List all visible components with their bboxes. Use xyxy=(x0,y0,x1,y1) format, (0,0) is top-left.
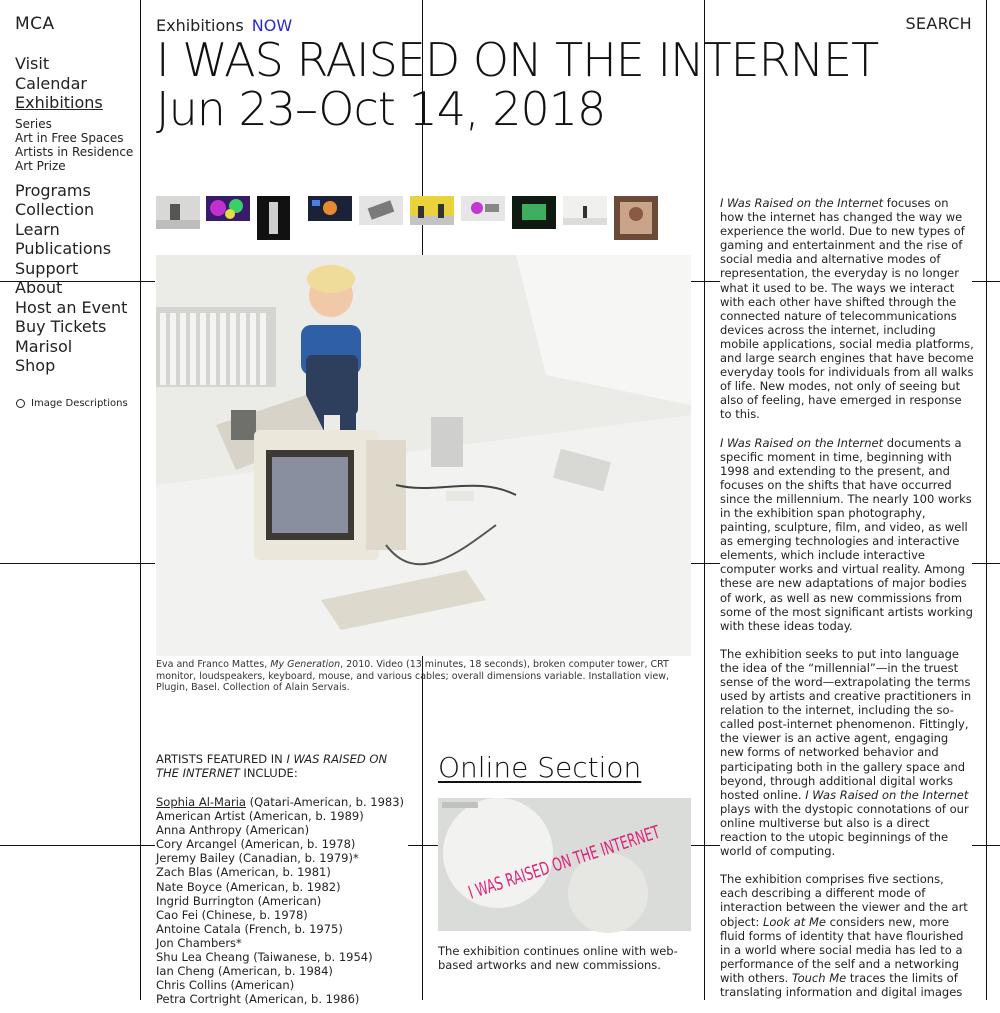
grid-line xyxy=(972,563,1000,564)
online-section-link[interactable]: Online Section xyxy=(438,751,642,784)
list-item: Petra Cortright (American, b. 1986) xyxy=(156,992,360,1007)
paragraph-text: The exhibition comprises five sections, each describing a different mode of interaction between the viewer and the art object: xyxy=(720,872,968,929)
paragraph xyxy=(720,196,975,422)
list-item: Anna Anthropy (American) xyxy=(156,823,310,838)
breadcrumb-now[interactable]: NOW xyxy=(251,16,293,35)
nav-calendar[interactable]: Calendar xyxy=(15,73,87,93)
list-item: Shu Lea Cheang (Taiwanese, b. 1954) xyxy=(156,950,373,965)
online-image-text: I WAS RAISED ON THE INTERNET xyxy=(465,792,752,904)
thumbnail-1[interactable] xyxy=(156,196,200,229)
nav-host-an-event[interactable]: Host an Event xyxy=(15,297,128,317)
paragraph-text: The exhibition seeks to put into language the idea of the “millennial”—in the truest sense of the word—extrapolating the terms used by artists and creative practitioners in relation to the internet, including the so-called post-internet phenomenon. Fittingly, the viewer is an active agent, engaging new forms of networked behavior and participating both in the gallery space and beyond, through additional digital works hosted online. xyxy=(720,646,972,802)
exhibition-description xyxy=(720,196,975,1013)
search-button[interactable]: SEARCH xyxy=(905,14,972,33)
grid-line xyxy=(0,563,155,564)
image-descriptions-toggle[interactable] xyxy=(16,398,128,409)
nav-programs[interactable]: Programs xyxy=(15,180,91,200)
thumbnail-5[interactable] xyxy=(359,196,403,225)
nav-about[interactable]: About xyxy=(15,278,63,297)
paragraph xyxy=(720,872,975,999)
paragraph-text: focuses on how the internet has changed the way we experience the world. Due to new types of gaming and entertainment and the rise of social media and alternative modes of representation, the everyday is no longer what it used to be. The ways we interact with each other have shifted through the connected nature of telecommunications devices across the internet, including mobile applications, social media platforms, and large search engines that have become everyday tools for individuals from all walks of life. New modes, not only of seeing but also of feeling, have emerged in response to this. xyxy=(720,196,974,422)
artists-list xyxy=(156,795,404,1006)
caption-work: My Generation xyxy=(270,659,341,670)
artist-details: (Qatari-American, b. 1983) xyxy=(245,795,405,809)
page-title xyxy=(156,33,879,136)
list-item: Nate Boyce (American, b. 1982) xyxy=(156,879,341,894)
site-logo[interactable]: MCA xyxy=(15,14,55,34)
inline-title: I Was Raised on the Internet xyxy=(805,787,969,802)
grid-line xyxy=(0,845,155,846)
artists-heading-suffix: INCLUDE: xyxy=(239,766,298,780)
paragraph-text: traces the limits of translating information and digital images xyxy=(720,970,963,999)
nav-publications[interactable]: Publications xyxy=(15,239,112,258)
nav-support[interactable]: Support xyxy=(15,258,79,278)
grid-line xyxy=(690,845,720,846)
title-line-2: Jun 23–Oct 14, 2018 xyxy=(156,82,606,136)
list-item: Antoine Catala (French, b. 1975) xyxy=(156,921,343,936)
thumbnail-4[interactable] xyxy=(308,196,352,221)
grid-line xyxy=(408,845,438,846)
nav-visit[interactable]: Visit xyxy=(15,54,50,73)
title-line-1: I WAS RAISED ON THE INTERNET xyxy=(156,33,879,87)
thumbnail-2[interactable] xyxy=(206,196,250,221)
grid-line xyxy=(690,563,720,564)
thumbnail-9[interactable] xyxy=(563,196,607,225)
nav-marisol[interactable]: Marisol xyxy=(15,336,73,356)
side-nav xyxy=(15,54,140,376)
artists-heading-title: I WAS RAISED ON THE INTERNET xyxy=(156,752,388,780)
hero-caption xyxy=(156,659,691,694)
paragraph-text: considers new, more fluid forms of identity that have flourished in a world where social media has led to a performance of the self and a networking with others. xyxy=(720,914,964,985)
list-item: Cory Arcangel (American, b. 1978) xyxy=(156,837,356,852)
caption-details: , 2010. Video (13 minutes, 18 seconds), broken computer tower, CRT monitor, loudspeakers, keyboard, mouse, and various cables; overall dimensions variable. Installation view, Plugin, Basel. Collection of Alain Servais. xyxy=(156,659,670,693)
paragraph-text: plays with the dystopic connotations of our online multiverse but also is a direct reaction to the utopic beginnings of the world of computing. xyxy=(720,801,969,859)
image-descriptions-label: Image Descriptions xyxy=(31,398,128,409)
breadcrumb-exhibitions[interactable]: Exhibitions xyxy=(156,16,244,35)
grid-line xyxy=(704,0,705,1000)
list-item: Jeremy Bailey (Canadian, b. 1979)* xyxy=(156,851,359,866)
paragraph xyxy=(720,647,975,858)
inline-title: I Was Raised on the Internet xyxy=(720,196,884,210)
list-item: Ingrid Burrington (American) xyxy=(156,893,322,908)
nav-buy-tickets[interactable]: Buy Tickets xyxy=(15,317,107,336)
online-section-caption: The exhibition continues online with web-based artworks and new commissions. xyxy=(438,944,678,972)
artists-heading-prefix: ARTISTS FEATURED IN xyxy=(156,752,287,766)
grid-line xyxy=(140,0,141,1000)
paragraph xyxy=(720,436,975,633)
list-item: Jon Chambers* xyxy=(156,935,242,950)
list-item: Ian Cheng (American, b. 1984) xyxy=(156,964,333,979)
inline-title: Touch Me xyxy=(792,970,847,985)
nav-artists-in-residence[interactable]: Artists in Residence xyxy=(15,144,134,159)
caption-artist: Eva and Franco Mattes, xyxy=(156,659,271,670)
nav-series[interactable]: Series xyxy=(15,116,52,131)
hero-image[interactable] xyxy=(156,255,691,656)
thumbnail-7[interactable] xyxy=(461,196,505,221)
grid-line xyxy=(972,845,1000,846)
paragraph-text: documents a specific moment in time, beginning with 1998 and extending to the present, and focuses on the shifts that have occurred since the millennium. The nearly 100 works in the exhibition span photography, painting, sculpture, film, and video, as well as emerging technologies and interactive elements, which include interactive computer works and virtual reality. Among these are new adaptations of major bodies of work, as well as new commissions from some of the most significant artists working with these ideas today. xyxy=(720,435,973,633)
nav-art-prize[interactable]: Art Prize xyxy=(15,158,66,173)
list-item: Zach Blas (American, b. 1981) xyxy=(156,865,331,880)
nav-learn[interactable]: Learn xyxy=(15,219,60,239)
artists-heading xyxy=(156,752,411,780)
thumbnail-6[interactable] xyxy=(410,196,454,225)
grid-line xyxy=(690,281,720,282)
thumbnail-8[interactable] xyxy=(512,196,556,229)
inline-title: I Was Raised on the Internet xyxy=(720,435,884,450)
thumbnail-10[interactable] xyxy=(614,196,658,240)
nav-exhibitions[interactable]: Exhibitions xyxy=(15,93,103,112)
nav-collection[interactable]: Collection xyxy=(15,200,95,219)
list-item: Chris Collins (American) xyxy=(156,978,295,993)
nav-art-in-free-spaces[interactable]: Art in Free Spaces xyxy=(15,130,124,145)
artist-link[interactable]: Sophia Al-Maria xyxy=(156,795,246,809)
list-item: American Artist (American, b. 1989) xyxy=(156,809,364,824)
inline-title: Look at Me xyxy=(762,914,826,929)
online-section-image[interactable] xyxy=(438,792,752,931)
list-item xyxy=(156,795,404,809)
nav-subsection xyxy=(15,117,140,173)
thumbnail-3[interactable] xyxy=(257,196,290,240)
list-item: Cao Fei (Chinese, b. 1978) xyxy=(156,907,308,922)
nav-shop[interactable]: Shop xyxy=(15,356,56,375)
grid-line xyxy=(986,0,987,1000)
grid-line xyxy=(972,281,1000,282)
toggle-circle-icon xyxy=(16,399,25,408)
